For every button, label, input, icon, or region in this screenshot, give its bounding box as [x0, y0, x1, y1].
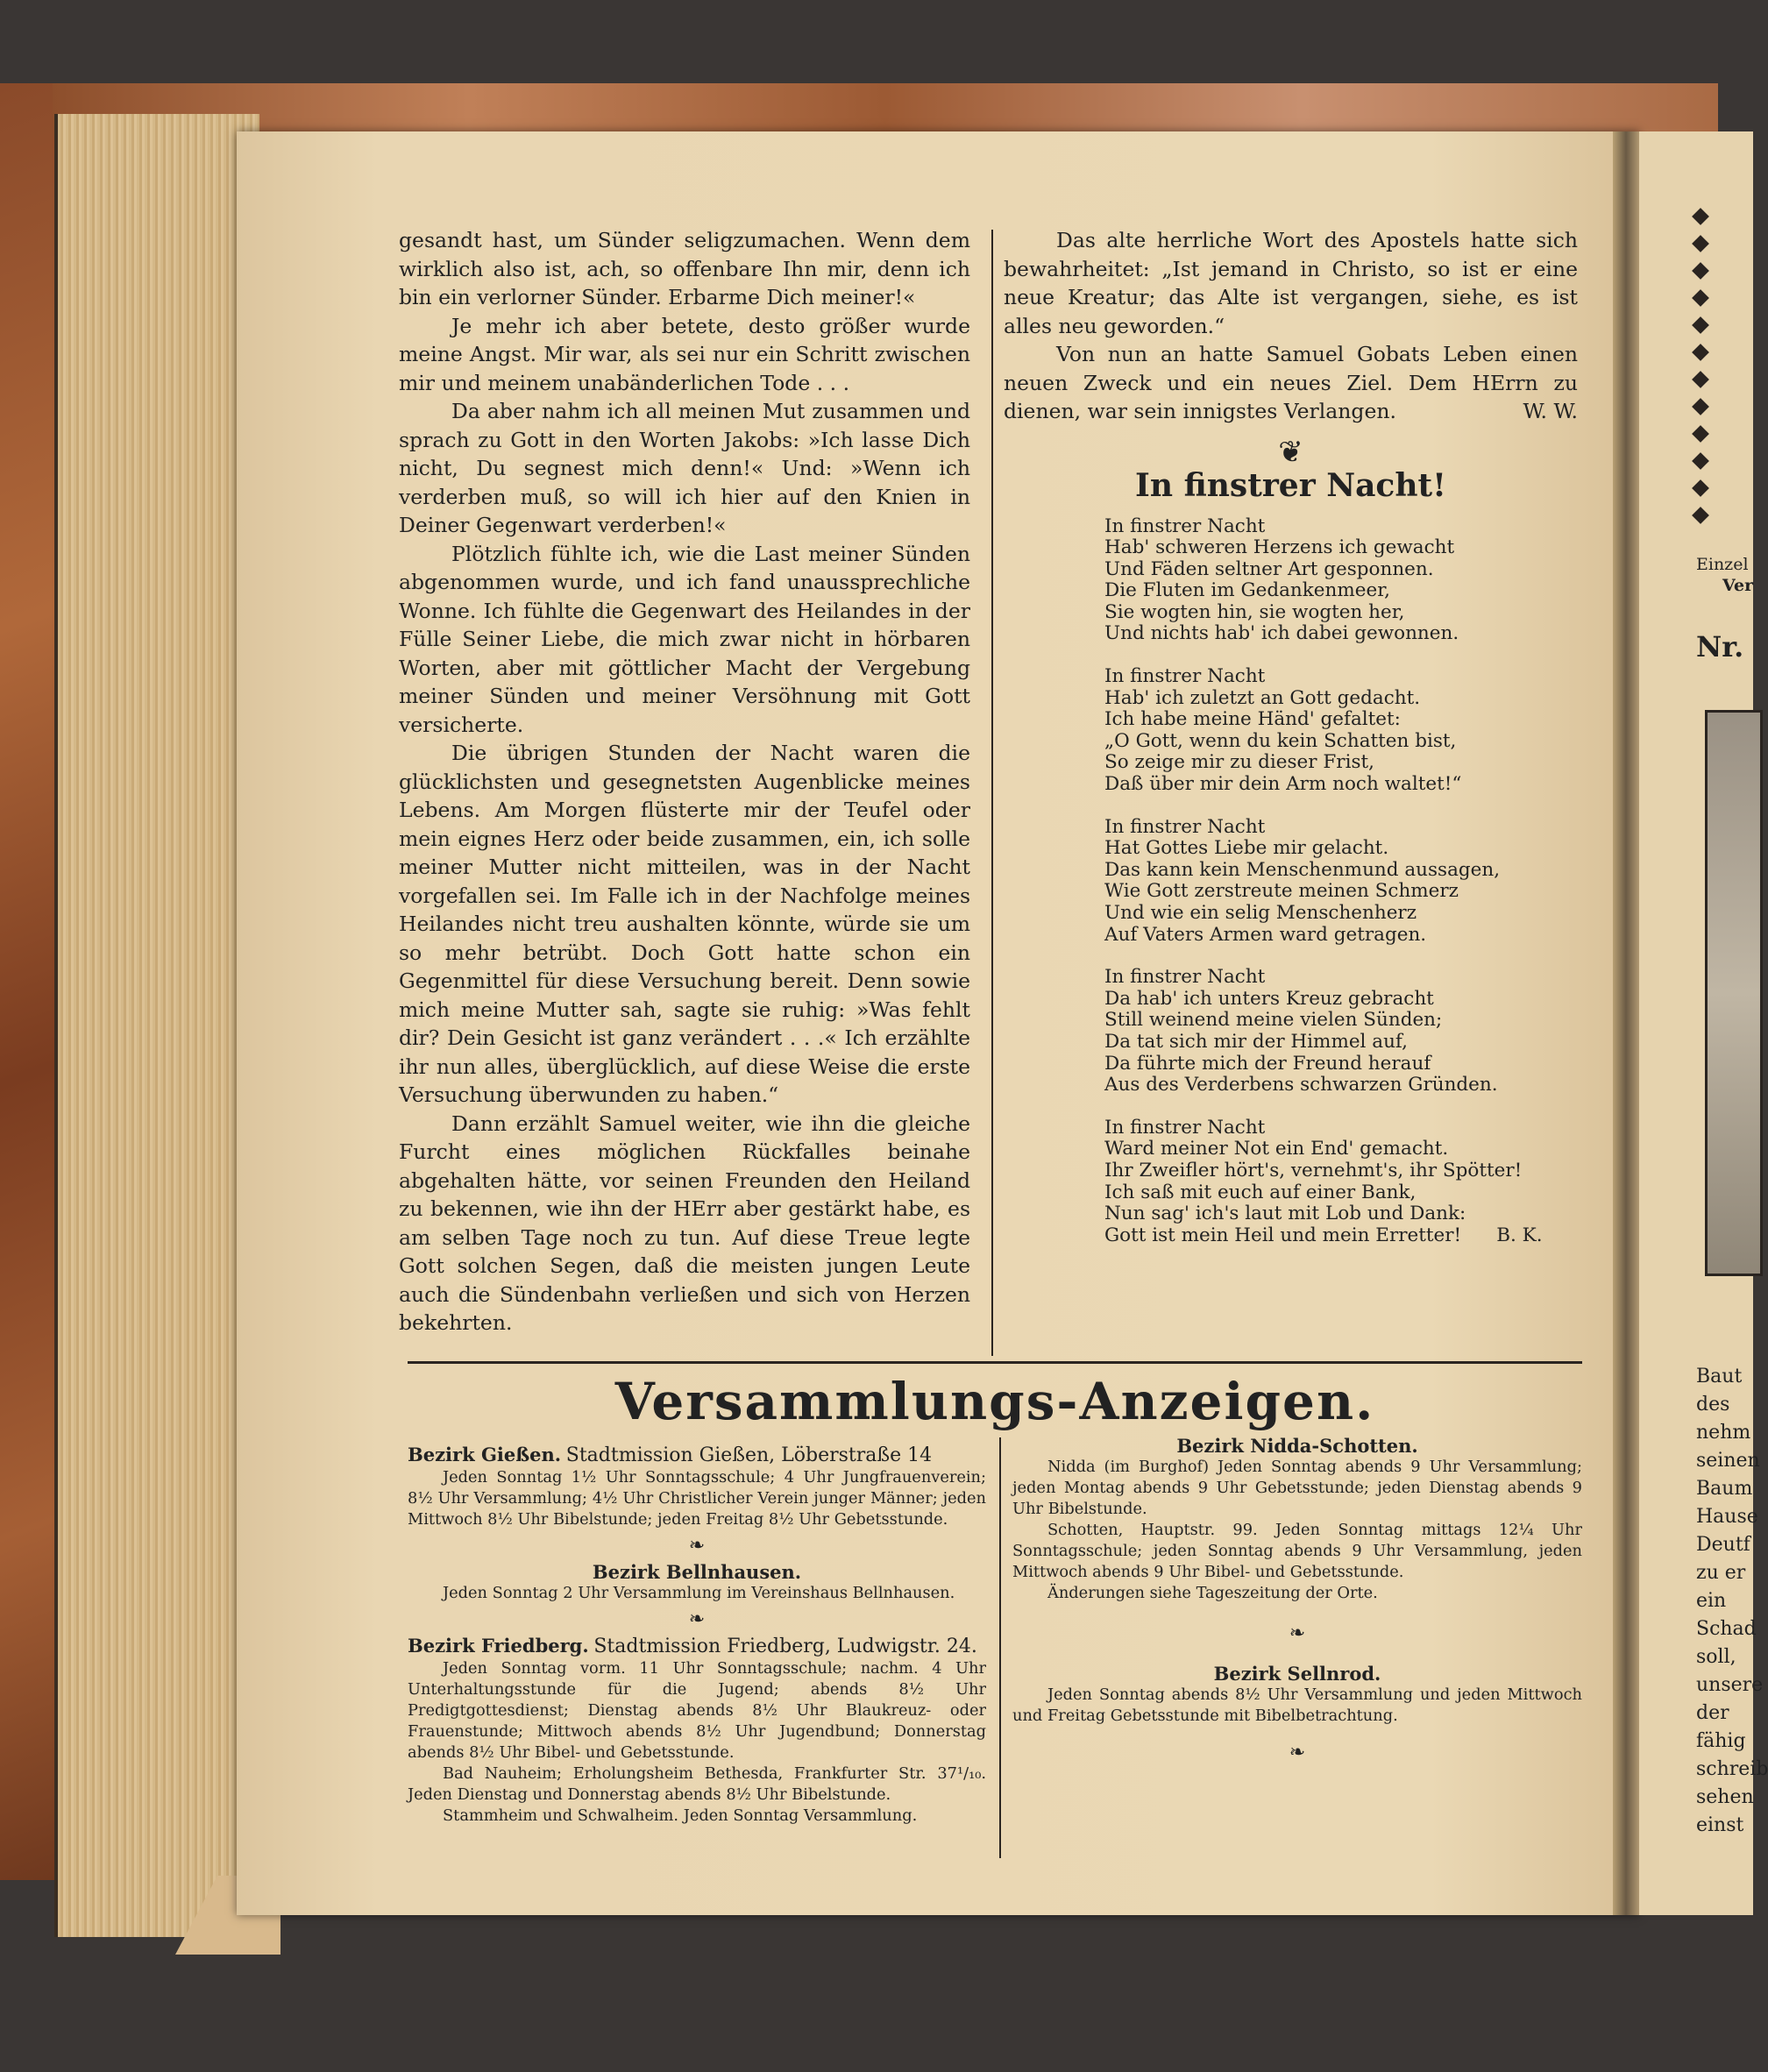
paragraph: Plötzlich fühlte ich, wie die Last meiner Sünden abgenommen wurde, und ich fand unaussprechliche Wonne. Ich fühlte die Gegenwart des Heilandes in der Fülle Seiner Liebe, die mich zwar nicht in hörbaren Worten, aber mit göttlicher Macht der Vergebung meiner Sünden und meiner Versöhnung mit Gott versicherte. — [399, 541, 970, 737]
ad-friedberg-heading: Bezirk Friedberg. Stadtmission Friedberg, Ludwigstr. 24. — [408, 1635, 977, 1657]
paragraph: Die übrigen Stunden der Nacht waren die glücklichsten und gesegnetsten Augenblicke meines Lebens. Am Morgen flüsterte mir der Teufel oder mein eignes Herz oder beide zusammen, ein, ich solle meiner Mutter nicht mitteilen, was in der Nacht vorgefallen sei. Im Falle ich in der Nachfolge meines Heilandes nicht treu aushalten könnte, würde sie um so mehr betrübt. Doch Gott hatte schon ein Gegenmittel für diese Versuchung bereit. Denn sowie mich meine Mutter sah, sagte sie ruhig: »Was fehlt dir? Dein Gesicht ist ganz verändert . . .« Ich erzählte ihr nun alles, überglücklich, auf diese Weise die erste Versuchung überwunden zu haben.“ — [399, 741, 970, 1107]
paragraph: Je mehr ich aber betete, desto größer wurde meine Angst. Mir war, als sei nur ein Schritt zwischen mir und meinem unabänderlichen Tode . . . — [399, 313, 970, 395]
signature-ww: W. W. — [1523, 399, 1578, 423]
ornament: ❧ — [688, 1608, 706, 1630]
poem-line: Aus des Verderbens schwarzen Gründen. — [1104, 1074, 1498, 1096]
ad-bellnhausen-text: Jeden Sonntag 2 Uhr Versammlung im Vereinshaus Bellnhausen. — [443, 1584, 955, 1602]
poem-line: Wie Gott zerstreute meinen Schmerz — [1104, 880, 1459, 903]
ads-divider — [999, 1437, 1001, 1858]
right-page-word: seinen — [1696, 1450, 1760, 1472]
poem-line: Daß über mir dein Arm noch waltet!“ — [1104, 773, 1462, 796]
ads-title: Versammlungs-Anzeigen. — [614, 1372, 1375, 1431]
paragraph: Das alte herrliche Wort des Apostels hatte sich bewahrheitet: „Ist jemand in Christo, so ist er eine neue Kreatur; das Alte ist vergangen, siehe, es ist alles neu geworden.“ — [1004, 228, 1578, 338]
ad-giessen-text: Jeden Sonntag 1½ Uhr Sonntagsschule; 4 Uhr Jungfrauenverein; 8½ Uhr Versammlung; 4½ Uhr Christlicher Verein junger Männer; jeden Mittwoch 8½ Uhr Bibelstunde; jeden Freitag 8½ Uhr Gebetsstunde. — [408, 1468, 986, 1529]
poem-line: Nun sag' ich's laut mit Lob und Dank: — [1104, 1203, 1466, 1225]
ad-giessen-heading: Bezirk Gießen. Stadtmission Gießen, Löberstraße 14 — [408, 1444, 933, 1466]
right-page-word: nehm — [1696, 1422, 1751, 1444]
poem-line: Ihr Zweifler hört's, vernehmt's, ihr Spötter! — [1104, 1159, 1523, 1181]
ornament: ❦ — [1278, 434, 1303, 470]
right-page-word: soll, — [1696, 1646, 1736, 1668]
poem-line: Hat Gottes Liebe mir gelacht. — [1104, 837, 1389, 860]
poem-line: Da tat sich mir der Himmel auf, — [1104, 1030, 1408, 1053]
right-page-word: zu er — [1696, 1562, 1746, 1584]
poem-line: Auf Vaters Armen ward getragen. — [1104, 923, 1427, 946]
poem-line: Ich habe meine Händ' gefaltet: — [1104, 708, 1401, 731]
right-page-word: Deutf — [1696, 1534, 1750, 1556]
poem-line: Da führte mich der Freund herauf — [1104, 1052, 1431, 1075]
right-page-word: der — [1696, 1702, 1729, 1724]
paragraph: Da aber nahm ich all meinen Mut zusammen und sprach zu Gott in den Worten Jakobs: »Ich lasse Dich nicht, Du segnest mich denn!« Und: »Wenn ich verderben muß, so will ich hier auf den Knien in Deiner Gegenwart verderben!« — [399, 399, 970, 537]
ornament: ❧ — [1289, 1742, 1306, 1763]
right-page-header: Einzel Ver — [1696, 555, 1754, 595]
article-left-column — [399, 226, 970, 1338]
poem-line: In finstrer Nacht — [1104, 1116, 1266, 1139]
poem-line: Das kann kein Menschenmund aussagen, — [1104, 858, 1501, 881]
poem-line: In finstrer Nacht — [1104, 514, 1266, 537]
right-page-word: fähig — [1696, 1730, 1746, 1752]
poem-line: Und Fäden seltner Art gesponnen. — [1104, 557, 1434, 580]
ads-left-column — [408, 1444, 986, 1827]
poem-title: In finstrer Nacht! — [1135, 467, 1446, 504]
poem-line: Hab' ich zuletzt an Gott gedacht. — [1104, 686, 1421, 709]
poem — [1004, 516, 1578, 1247]
ad-schotten-text: Schotten, Hauptstr. 99. Jeden Sonntag mittags 12¼ Uhr Sonntagsschule; jeden Sonntag abends 9 Uhr Versammlung, jeden Mittwoch abends 9 Uhr Bibel- und Gebetsstunde. — [1012, 1521, 1582, 1581]
right-page-word: sehen — [1696, 1786, 1754, 1808]
ad-stammheim-text: Stammheim und Schwalheim. Jeden Sonntag Versammlung. — [443, 1806, 918, 1825]
right-page-words — [1696, 1363, 1768, 1840]
right-page-word: unsere — [1696, 1674, 1764, 1696]
ad-sellnrod-text: Jeden Sonntag abends 8½ Uhr Versammlung und jeden Mittwoch und Freitag Gebetsstunde mit Bibelbetrachtung. — [1012, 1685, 1582, 1725]
ad-changes-text: Änderungen siehe Tageszeitung der Orte. — [1047, 1584, 1378, 1602]
poem-line: Und wie ein selig Menschenherz — [1104, 902, 1417, 924]
poem-signature: B. K. — [1496, 1224, 1543, 1246]
ad-nauheim-text: Bad Nauheim; Erholungsheim Bethesda, Frankfurter Str. 37¹/₁₀. Jeden Dienstag und Donnerstag abends 8½ Uhr Bibelstunde. — [408, 1764, 986, 1804]
ad-nidda-text: Nidda (im Burghof) Jeden Sonntag abends 9 Uhr Versammlung; jeden Montag abends 9 Uhr Gebetsstunde; jeden Dienstag abends 9 Uhr Bibelstunde. — [1012, 1458, 1582, 1518]
paragraph: Von nun an hatte Samuel Gobats Leben einen neuen Zweck und ein neues Ziel. Dem HErrn zu dienen, war sein innigstes Verlangen. W. W. — [1004, 340, 1578, 426]
page-edges — [54, 114, 259, 1937]
right-page-number: Nr. — [1696, 630, 1744, 663]
poem-line: Hab' schweren Herzens ich gewacht — [1104, 536, 1455, 559]
book-gutter — [1613, 131, 1639, 1915]
right-page-word: ein — [1696, 1590, 1727, 1612]
poem-line: Still weinend meine vielen Sünden; — [1104, 1009, 1443, 1032]
poem-line: Sie wogten hin, sie wogten her, — [1104, 600, 1405, 623]
poem-line: Ich saß mit euch auf einer Bank, — [1104, 1181, 1417, 1203]
poem-stanza — [1104, 1118, 1578, 1247]
poem-line: Gott ist mein Heil und mein Erretter! B. K. — [1104, 1224, 1543, 1246]
diamond-border — [1692, 210, 1709, 536]
right-page-word: Schad — [1696, 1618, 1757, 1640]
poem-line: Und nichts hab' ich dabei gewonnen. — [1104, 622, 1459, 645]
poem-line: Da hab' ich unters Kreuz gebracht — [1104, 987, 1434, 1010]
ad-sellnrod-heading: Bezirk Sellnrod. — [1213, 1663, 1381, 1685]
ornament: ❧ — [688, 1535, 706, 1557]
ornament: ❧ — [1289, 1622, 1306, 1644]
right-page-word: einst — [1696, 1814, 1744, 1836]
column-divider — [991, 230, 993, 1356]
section-rule — [408, 1361, 1582, 1364]
right-page-word: schreib — [1696, 1758, 1768, 1780]
right-page-word: Baum — [1696, 1478, 1753, 1500]
ad-friedberg-text: Jeden Sonntag vorm. 11 Uhr Sonntagsschule; nachm. 4 Uhr Unterhaltungsstunde für die Jugend; abends 8½ Uhr Predigtgottesdienst; Dienstag abends 8½ Uhr Blaukreuz- oder Frauenstunde; Mittwoch abends 8½ Uhr Jugendbund; Donnerstag abends 8½ Uhr Bibel- und Gebetsstunde. — [408, 1659, 986, 1762]
poem-stanza — [1104, 817, 1578, 947]
poem-line: Ward meiner Not ein End' gemacht. — [1104, 1138, 1449, 1160]
poem-stanza — [1104, 666, 1578, 796]
poem-stanza — [1104, 967, 1578, 1096]
paragraph: Dann erzählt Samuel weiter, wie ihn die gleiche Furcht eines möglichen Rückfalles beinahe abgehalten hätte, vor seinen Freunden den Heiland zu bekennen, wie ihn der HErr aber gestärkt habe, es am selben Tage noch zu tun. Auf diese Treue legte Gott solchen Segen, daß die meisten jungen Leute auch die Sündenbahn verließen und sich von Herzen bekehrten. — [399, 1111, 970, 1335]
ad-bellnhausen-heading: Bezirk Bellnhausen. — [592, 1561, 802, 1583]
ads-right-column — [1012, 1436, 1582, 1779]
poem-line: „O Gott, wenn du kein Schatten bist, — [1104, 729, 1457, 752]
poem-line: In finstrer Nacht — [1104, 665, 1266, 688]
poem-line: In finstrer Nacht — [1104, 966, 1266, 989]
binding-top-edge — [53, 83, 1718, 136]
right-page-word: Baut — [1696, 1366, 1743, 1387]
right-page-word: Hause — [1696, 1506, 1758, 1528]
poem-stanza — [1104, 516, 1578, 646]
right-page-photo — [1705, 710, 1763, 1276]
paragraph: gesandt hast, um Sünder seligzumachen. Wenn dem wirklich also ist, ach, so offenbare Ihn mir, denn ich bin ein verlorner Sünder. Erbarme Dich meiner!« — [399, 228, 970, 309]
ad-nidda-heading: Bezirk Nidda-Schotten. — [1176, 1435, 1418, 1457]
poem-line: In finstrer Nacht — [1104, 815, 1266, 838]
article-right-column — [1004, 226, 1578, 1267]
right-page-word: des — [1696, 1394, 1730, 1416]
poem-line: Die Fluten im Gedankenmeer, — [1104, 579, 1390, 602]
poem-line: So zeige mir zu dieser Frist, — [1104, 751, 1374, 774]
